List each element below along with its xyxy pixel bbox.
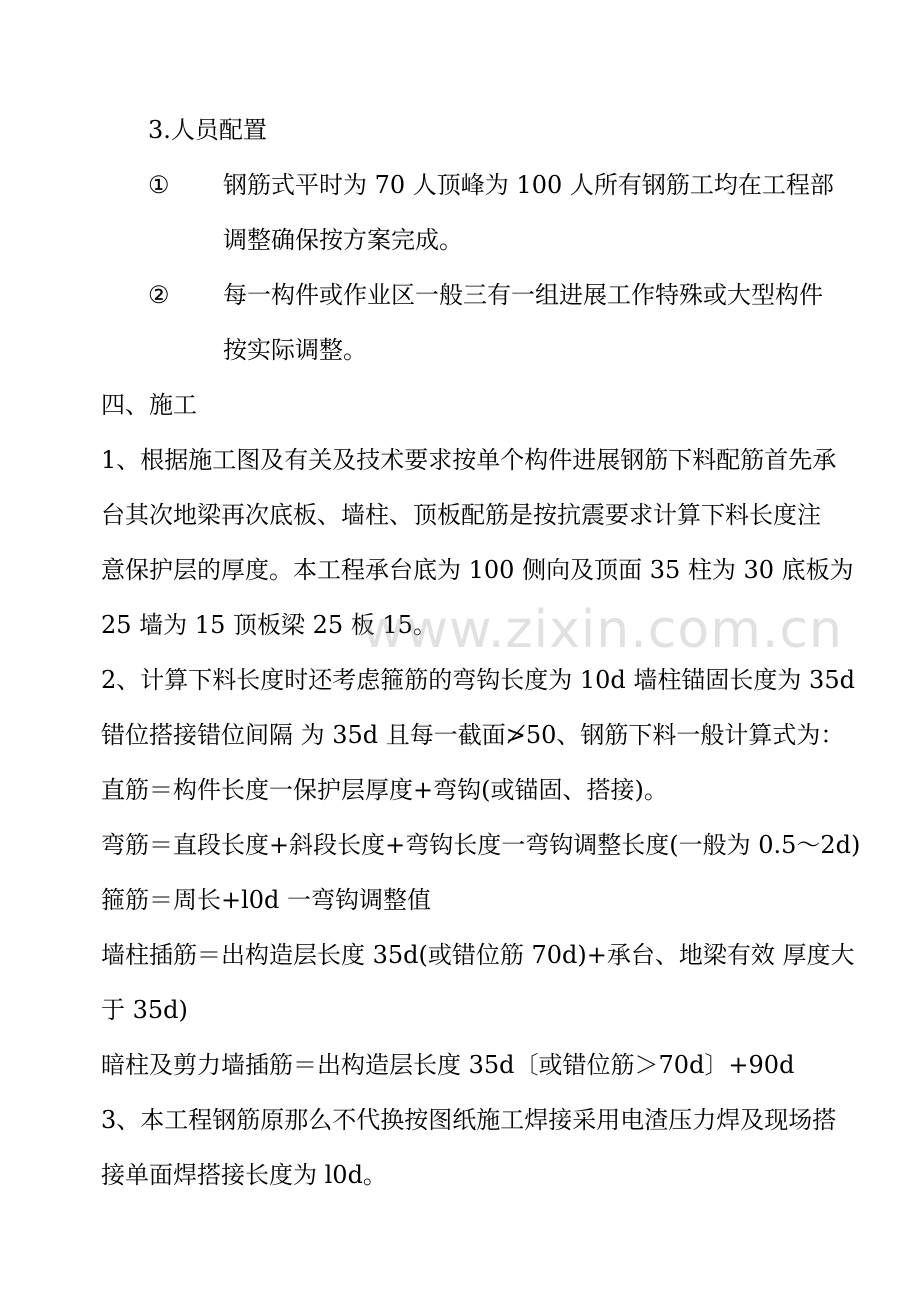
item-1-marker: ① [148, 171, 170, 199]
formula-stirrup: 箍筋＝周长+l0d 一弯钩调整值 [101, 886, 432, 914]
paragraph-line: 错位搭接错位间隔 为 35d 且每一截面≯50、钢筋下料一般计算式为： [101, 721, 845, 749]
item-1-line-1: 钢筋式平时为 70 人顶峰为 100 人所有钢筋工均在工程部 [223, 171, 834, 199]
item-2-line-1: 每一构件或作业区一般三有一组进展工作特殊或大型构件 [223, 281, 823, 309]
paragraph-line: 25 墙为 15 顶板梁 25 板 15。 [101, 611, 437, 639]
paragraph-line: 接单面焊搭接长度为 l0d。 [101, 1161, 387, 1189]
paragraph-line: 意保护层的厚度。本工程承台底为 100 侧向及顶面 35 柱为 30 底板为 [101, 556, 854, 584]
paragraph-line: 1、根据施工图及有关及技术要求按单个构件进展钢筋下料配筋首先承 [101, 446, 837, 474]
paragraph-line: 墙柱插筋＝出构造层长度 35d(或错位筋 70d)+承台、地梁有效 厚度大 [101, 941, 855, 969]
item-2-marker: ② [148, 281, 170, 309]
formula-straight-bar: 直筋＝构件长度一保护层厚度+弯钩(或锚固、搭接)。 [101, 776, 668, 804]
formula-hidden-column-dowel: 暗柱及剪力墙插筋＝出构造层长度 35d〔或错位筋＞70d〕+90d [101, 1051, 795, 1079]
item-2-line-2: 按实际调整。 [223, 336, 367, 364]
paragraph-line: 台其次地梁再次底板、墙柱、顶板配筋是按抗震要求计算下料长度注 [101, 501, 821, 529]
watermark: www.zixin.com.cn [362, 600, 843, 660]
paragraph-line: 3、本工程钢筋原那么不代换按图纸施工焊接采用电渣压力焊及现场搭 [101, 1106, 837, 1134]
section-3-heading: 3.人员配置 [148, 116, 267, 144]
section-4-heading: 四、施工 [101, 391, 197, 419]
item-1-line-2: 调整确保按方案完成。 [223, 226, 463, 254]
paragraph-line: 2、计算下料长度时还考虑箍筋的弯钩长度为 10d 墙柱锚固长度为 35d [101, 666, 855, 694]
paragraph-line: 于 35d) [101, 996, 188, 1024]
formula-bent-bar: 弯筋＝直段长度+斜段长度+弯钩长度一弯钩调整长度(一般为 0.5～2d) [101, 831, 861, 859]
